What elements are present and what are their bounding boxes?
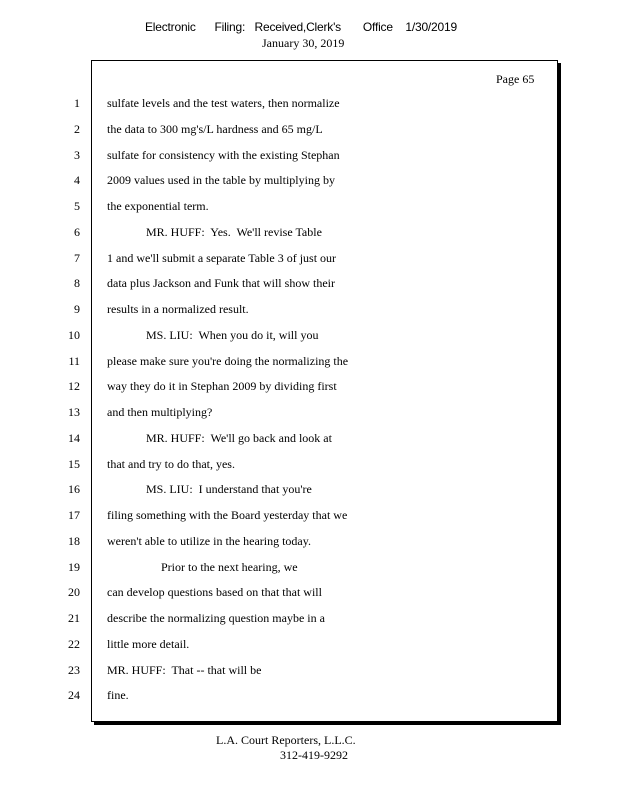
line-text: MR. HUFF: That -- that will be xyxy=(107,662,262,677)
transcript-line xyxy=(0,559,560,575)
line-text: describe the normalizing question maybe in a xyxy=(107,611,325,625)
line-text: MS. LIU: When you do it, will you xyxy=(146,327,319,342)
line-number: 19 xyxy=(68,559,80,574)
line-number: 16 xyxy=(68,482,80,497)
transcript-line xyxy=(0,121,560,137)
line-number: 22 xyxy=(68,636,80,651)
line-text: please make sure you're doing the normalizing the xyxy=(107,353,349,368)
transcript-line xyxy=(0,507,560,523)
line-text: 2009 values used in the table by multiplying by xyxy=(107,173,335,188)
line-number: 12 xyxy=(68,379,80,394)
line-text: weren't able to utilize in the hearing today. xyxy=(107,533,311,548)
line-text: filing something with the Board yesterday that we xyxy=(107,508,348,522)
line-number: 1 xyxy=(74,96,80,110)
line-text: MR. HUFF: We'll go back and look at xyxy=(146,430,332,445)
line-number: 3 xyxy=(74,147,80,162)
transcript-line xyxy=(0,430,560,446)
footer-phone: 312-419-9292 xyxy=(280,748,348,762)
line-number: 15 xyxy=(68,456,80,471)
line-text: Prior to the next hearing, we xyxy=(161,559,298,574)
line-text: way they do it in Stephan 2009 by dividing first xyxy=(107,379,337,394)
transcript-line xyxy=(0,378,560,394)
transcript-line xyxy=(0,147,560,163)
line-number: 5 xyxy=(74,199,80,213)
line-number: 23 xyxy=(68,662,80,677)
line-text: results in a normalized result. xyxy=(107,302,249,316)
line-text: and then multiplying? xyxy=(107,405,213,419)
line-text: the data to 300 mg's/L hardness and 65 mg/L xyxy=(107,121,323,136)
line-number: 14 xyxy=(68,430,80,445)
transcript-line xyxy=(0,610,560,626)
line-text: fine. xyxy=(107,688,129,703)
line-number: 17 xyxy=(68,508,80,522)
line-text: sulfate for consistency with the existing Stephan xyxy=(107,147,340,162)
line-number: 13 xyxy=(68,405,80,419)
transcript-line xyxy=(0,533,560,549)
footer-company: L.A. Court Reporters, L.L.C. xyxy=(216,733,356,747)
transcript-line xyxy=(0,198,560,214)
transcript-line xyxy=(0,584,560,600)
line-number: 6 xyxy=(74,224,80,239)
transcript-line xyxy=(0,456,560,472)
line-number: 2 xyxy=(74,121,80,136)
line-text: MS. LIU: I understand that you're xyxy=(146,482,312,497)
transcript-line xyxy=(0,250,560,266)
transcript-line xyxy=(0,687,560,703)
line-text: 1 and we'll submit a separate Table 3 of just our xyxy=(107,250,337,265)
line-number: 10 xyxy=(68,327,80,342)
line-number: 4 xyxy=(74,173,80,188)
transcript-line xyxy=(0,95,560,111)
transcript-line xyxy=(0,662,560,678)
line-number: 18 xyxy=(68,533,80,548)
line-text: little more detail. xyxy=(107,636,190,651)
transcript-line xyxy=(0,353,560,369)
transcript-line xyxy=(0,636,560,652)
transcript-line xyxy=(0,275,560,291)
line-text: the exponential term. xyxy=(107,199,209,213)
line-number: 24 xyxy=(68,688,80,703)
page-number: Page 65 xyxy=(496,72,535,86)
line-text: sulfate levels and the test waters, then normalize xyxy=(107,96,340,110)
line-text: that and try to do that, yes. xyxy=(107,456,235,471)
line-number: 8 xyxy=(74,276,80,291)
filing-date: January 30, 2019 xyxy=(262,36,345,50)
filing-stamp: Electronic Filing: Received,Clerk's Office 1/30/2019 xyxy=(145,20,457,34)
line-text: can develop questions based on that that will xyxy=(107,585,322,600)
line-number: 11 xyxy=(68,353,80,368)
line-text: data plus Jackson and Funk that will show their xyxy=(107,276,335,291)
line-number: 9 xyxy=(74,302,80,316)
transcript-line xyxy=(0,404,560,420)
line-number: 20 xyxy=(68,585,80,600)
transcript-line xyxy=(0,481,560,497)
transcript-line xyxy=(0,301,560,317)
transcript-line xyxy=(0,224,560,240)
line-text: MR. HUFF: Yes. We'll revise Table xyxy=(146,224,322,239)
line-number: 21 xyxy=(68,611,80,625)
transcript-line xyxy=(0,327,560,343)
transcript-line xyxy=(0,172,560,188)
line-number: 7 xyxy=(74,250,80,265)
